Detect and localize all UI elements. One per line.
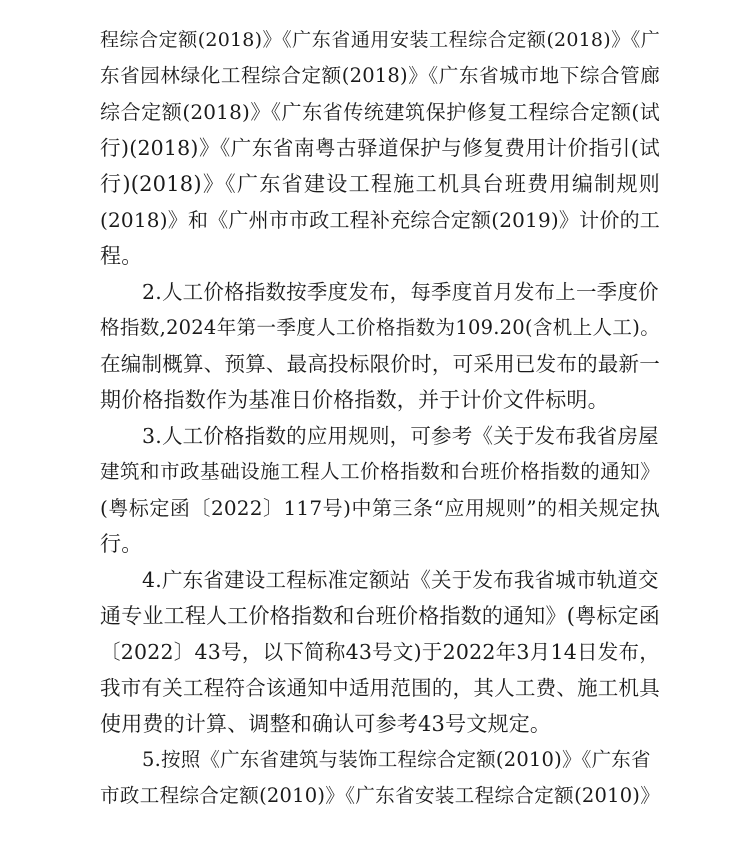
paragraph-2-line-2: 格指数,2024年第一季度人工价格指数为109.20(含机上人工)。 [100, 316, 660, 339]
paragraph-1-line-6: (2018)》和《广州市市政工程补充综合定额(2019)》计价的工 [100, 208, 660, 232]
paragraph-4-line-1: 4.广东省建设工程标准定额站《关于发布我省城市轨道交 [142, 568, 659, 592]
paragraph-2-line-3: 在编制概算、预算、最高投标限价时，可采用已发布的最新一 [100, 352, 660, 376]
paragraph-5-line-1: 5.按照《广东省建筑与装饰工程综合定额(2010)》《广东省 [142, 748, 651, 771]
paragraph-1-line-4: 行)(2018)》《广东省南粤古驿道保护与修复费用计价指引(试 [100, 136, 660, 160]
paragraph-5-line-2: 市政工程综合定额(2010)》《广东省安装工程综合定额(2010)》 [100, 784, 660, 807]
paragraph-4-line-3: 〔2022〕43号，以下简称43号文)于2022年3月14日发布， [100, 640, 660, 664]
paragraph-1-line-5: 行)(2018)》《广东省建设工程施工机具台班费用编制规则 [100, 172, 660, 196]
paragraph-3-line-4: 行。 [100, 532, 143, 556]
paragraph-4-line-5: 使用费的计算、调整和确认可参考43号文规定。 [100, 712, 552, 736]
paragraph-1-line-7: 程。 [100, 244, 143, 268]
paragraph-1-line-1: 程综合定额(2018)》《广东省通用安装工程综合定额(2018)》《广 [100, 29, 660, 51]
paragraph-4-line-4: 我市有关工程符合该通知中适用范围的，其人工费、施工机具 [100, 676, 660, 700]
paragraph-2-line-1: 2.人工价格指数按季度发布，每季度首月发布上一季度价 [142, 280, 659, 304]
paragraph-1-line-3: 综合定额(2018)》《广东省传统建筑保护修复工程综合定额(试 [100, 100, 660, 124]
paragraph-1-line-2: 东省园林绿化工程综合定额(2018)》《广东省城市地下综合管廊 [100, 64, 660, 87]
paragraph-3-line-3: (粤标定函〔2022〕117号)中第三条“应用规则”的相关规定执 [100, 496, 660, 520]
paragraph-3-line-2: 建筑和市政基础设施工程人工价格指数和台班价格指数的通知》 [100, 460, 660, 483]
paragraph-4-line-2: 通专业工程人工价格指数和台班价格指数的通知》(粤标定函 [100, 604, 660, 628]
paragraph-3-line-1: 3.人工价格指数的应用规则，可参考《关于发布我省房屋 [142, 424, 659, 448]
paragraph-2-line-4: 期价格指数作为基准日价格指数，并于计价文件标明。 [100, 388, 609, 412]
